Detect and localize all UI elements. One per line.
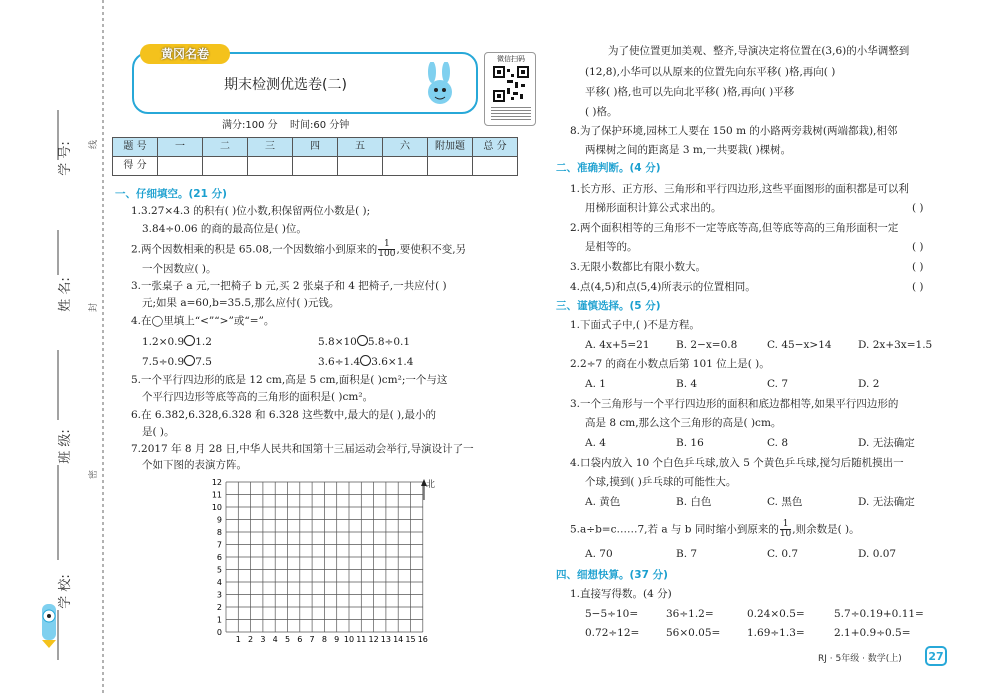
compare-circle[interactable] — [360, 355, 371, 366]
y-tick-label: 6 — [216, 553, 222, 562]
x-tick-label: 9 — [334, 635, 340, 644]
coordinate-grid — [204, 472, 434, 644]
option[interactable]: D. 无法确定 — [858, 437, 915, 449]
x-tick-label: 4 — [272, 635, 278, 644]
name-label: 姓 名: — [57, 277, 73, 312]
question-4: 4.在◯里填上“<”“>”或“=”。 — [131, 315, 275, 327]
y-tick-label: 10 — [211, 503, 222, 512]
qr-label: 微信扫码 — [497, 55, 525, 63]
x-tick-label: 12 — [368, 635, 379, 644]
question-8a: 8.为了保护环境,园林工人要在 150 m 的小路两旁栽树(两端都栽),相邻 — [570, 125, 898, 137]
question-1b: 3.84÷0.06 的商的最高位是( )位。 — [142, 223, 307, 235]
compare-item — [142, 355, 212, 368]
y-tick-label: 1 — [216, 615, 222, 625]
section-choice: 三、谨慎选择。(5 分) — [556, 300, 661, 312]
fraction-numerator: 1 — [780, 520, 791, 530]
compare-item — [142, 335, 212, 348]
table-cell: 总 分 — [473, 138, 518, 157]
compare-right: 5.8÷0.1 — [367, 336, 411, 348]
table-cell[interactable] — [383, 157, 428, 176]
calc-item[interactable]: 1.69÷1.3= — [747, 627, 805, 639]
calc-item[interactable]: 36÷1.2= — [666, 608, 714, 620]
x-tick-label: 7 — [309, 635, 315, 644]
y-tick-label: 12 — [211, 478, 222, 487]
option[interactable]: B. 2−x=0.8 — [676, 339, 738, 351]
x-tick-label: 11 — [356, 635, 367, 644]
question-2c: 一个因数应( )。 — [142, 263, 217, 275]
calc-item[interactable]: 5.7÷0.19+0.11= — [834, 608, 924, 620]
fraction — [378, 240, 395, 259]
q7-continued-2: (12,8),小华可以从原来的位置先向东平移( )格,再向( ) — [585, 66, 836, 78]
option[interactable]: D. 2x+3x=1.5 — [858, 339, 933, 351]
option[interactable]: A. 70 — [585, 548, 613, 560]
choice-2: 2.2÷7 的商在小数点后第 101 位上是( )。 — [570, 358, 770, 370]
compare-left: 7.5÷0.9 — [142, 356, 185, 368]
judge-1b: 用梯形面积计算公式求出的。 — [585, 202, 722, 214]
compare-right: 1.2 — [195, 336, 212, 348]
answer-paren[interactable]: ( ) — [912, 261, 924, 273]
question-8b: 两棵树之间的距离是 3 m,一共要栽( )棵树。 — [585, 144, 792, 156]
section-calculate: 四、细想快算。(37 分) — [556, 569, 668, 581]
option[interactable]: B. 白色 — [676, 496, 712, 508]
table-cell: 题 号 — [113, 138, 158, 157]
table-cell: 二 — [203, 138, 248, 157]
q7-continued-3: 平移( )格,也可以先向北平移( )格,再向( )平移 — [585, 86, 795, 98]
compare-left: 3.6÷1.4 — [318, 356, 361, 368]
y-tick-label: 7 — [216, 540, 222, 550]
calc-item[interactable]: 0.72÷12= — [585, 627, 640, 639]
fraction-numerator: 1 — [378, 240, 395, 250]
question-6b: 是( )。 — [142, 426, 175, 438]
option[interactable]: C. 8 — [767, 437, 789, 449]
calc-item[interactable]: 5−5÷10= — [585, 608, 639, 620]
table-cell: 六 — [383, 138, 428, 157]
choice-5 — [570, 520, 860, 539]
question-7a: 7.2017 年 8 月 28 日,中华人民共和国第十三届运动会举行,导演设计了一 — [131, 443, 474, 455]
seal-line-mark: 封 — [89, 302, 100, 313]
qr-code[interactable] — [484, 52, 536, 126]
q7-continued-4: ( )格。 — [585, 106, 618, 118]
y-tick-label: 11 — [211, 490, 222, 500]
question-5b: 个平行四边形等底等高的三角形的面积是( )cm²。 — [142, 391, 374, 403]
question-3b: 元;如果 a=60,b=35.5,那么应付( )元钱。 — [142, 297, 340, 309]
score-table-score-row — [113, 157, 518, 176]
choice-5-text: 5.a÷b=c……7,若 a 与 b 同时缩小到原来的 — [570, 523, 779, 536]
option[interactable]: A. 1 — [585, 378, 606, 390]
table-cell[interactable] — [338, 157, 383, 176]
binding-margin — [0, 0, 108, 693]
q7-continued-1: 为了使位置更加美观、整齐,导演决定将位置在(3,6)的小华调整到 — [608, 45, 910, 57]
score-table-header-row — [113, 138, 518, 157]
x-tick-label: 13 — [380, 635, 391, 644]
y-tick-label: 0 — [216, 628, 222, 637]
north-label: 北 — [426, 480, 436, 490]
choice-3b: 高是 8 cm,那么这个三角形的高是( )cm。 — [585, 417, 782, 429]
calc-item[interactable]: 0.24×0.5= — [747, 608, 805, 620]
option[interactable]: C. 0.7 — [767, 548, 799, 560]
table-cell[interactable] — [248, 157, 293, 176]
school-label: 学 校: — [57, 574, 73, 609]
choice-4a: 4.口袋内放入 10 个白色乒乓球,放入 5 个黄色乒乓球,搅匀后随机摸出一 — [570, 457, 904, 469]
compare-right: 3.6×1.4 — [371, 356, 414, 368]
question-2b-text: ,要使积不变,另 — [396, 243, 467, 256]
table-cell: 一 — [158, 138, 203, 157]
full-score: 满分:100 分 — [222, 120, 278, 131]
option[interactable]: B. 7 — [676, 548, 698, 560]
compare-left: 5.8×10 — [318, 336, 357, 348]
y-tick-label: 2 — [216, 603, 222, 612]
seal-line-mark-2: 密 — [89, 469, 100, 480]
x-tick-label: 1 — [235, 635, 241, 644]
option[interactable]: C. 45−x>14 — [767, 339, 832, 351]
option[interactable]: D. 2 — [858, 378, 880, 390]
table-cell[interactable] — [158, 157, 203, 176]
answer-paren[interactable]: ( ) — [912, 281, 924, 293]
compare-right: 7.5 — [195, 356, 212, 368]
page-number: 27 — [925, 646, 947, 666]
student-id-label: 学 号: — [57, 141, 73, 176]
y-tick-label: 9 — [216, 515, 222, 525]
y-tick-label: 4 — [216, 578, 222, 587]
section-judge: 二、准确判断。(4 分) — [556, 162, 661, 174]
rabbit-mascot-icon — [416, 62, 464, 110]
table-cell[interactable] — [473, 157, 518, 176]
x-tick-label: 15 — [405, 635, 416, 644]
table-cell: 得 分 — [113, 157, 158, 176]
x-tick-label: 16 — [417, 635, 428, 644]
table-cell[interactable] — [428, 157, 473, 176]
fraction-denominator: 10 — [779, 529, 792, 539]
x-tick-label: 8 — [321, 635, 327, 644]
compare-item — [318, 355, 413, 368]
option[interactable]: D. 0.07 — [858, 548, 897, 560]
page-title: 期末检测优选卷(二) — [224, 77, 347, 93]
judge-1a: 1.长方形、正方形、三角形和平行四边形,这些平面图形的面积都是可以利 — [570, 183, 909, 195]
choice-3a: 3.一个三角形与一个平行四边形的面积和底边都相等,如果平行四边形的 — [570, 398, 899, 410]
question-1a: 1.3.27×4.3 的积有( )位小数,积保留两位小数是( ); — [131, 205, 371, 217]
time-limit: 时间:60 分钟 — [290, 120, 350, 131]
option[interactable]: B. 16 — [676, 437, 704, 449]
class-label: 班 级: — [57, 429, 73, 464]
x-tick-label: 2 — [248, 635, 254, 644]
table-cell: 附加题 — [428, 138, 473, 157]
option[interactable]: D. 无法确定 — [858, 496, 915, 508]
judge-2b: 是相等的。 — [585, 241, 638, 253]
cut-line-mark: 线 — [89, 139, 100, 150]
compare-left: 1.2×0.9 — [142, 336, 185, 348]
footer-info: RJ · 5年级 · 数学(上) — [818, 654, 902, 664]
option[interactable]: B. 4 — [676, 378, 698, 390]
compare-circle[interactable] — [184, 335, 195, 346]
choice-4b: 个球,摸到( )乒乓球的可能性大。 — [585, 476, 737, 488]
x-tick-label: 6 — [297, 635, 303, 644]
judge-4: 4.点(4,5)和点(5,4)所表示的位置相同。 — [570, 281, 756, 293]
y-tick-label: 3 — [216, 590, 222, 600]
judge-3: 3.无限小数都比有限小数大。 — [570, 261, 707, 273]
option[interactable]: C. 7 — [767, 378, 789, 390]
table-cell: 五 — [338, 138, 383, 157]
table-cell[interactable] — [203, 157, 248, 176]
calc-item[interactable]: 56×0.05= — [666, 627, 721, 639]
calc-direct-title: 1.直接写得数。(4 分) — [570, 588, 672, 600]
brand-logo: 黄冈名卷 — [140, 44, 230, 64]
choice-5-tail: ,则余数是( )。 — [792, 523, 860, 536]
option[interactable]: C. 黑色 — [767, 496, 803, 508]
y-tick-label: 5 — [216, 565, 222, 575]
y-tick-label: 8 — [216, 528, 222, 537]
question-5a: 5.一个平行四边形的底是 12 cm,高是 5 cm,面积是( )cm²;一个与这 — [131, 374, 448, 386]
x-tick-label: 3 — [260, 635, 266, 644]
score-table — [112, 137, 518, 176]
question-3a: 3.一张桌子 a 元,一把椅子 b 元,买 2 张桌子和 4 把椅子,一共应付( ) — [131, 280, 447, 292]
question-6a: 6.在 6.382,6.328,6.328 和 6.328 这些数中,最大的是( ),最小的 — [131, 409, 436, 421]
compare-circle[interactable] — [357, 335, 368, 346]
compare-circle[interactable] — [184, 355, 195, 366]
option[interactable]: A. 4x+5=21 — [585, 339, 650, 351]
answer-paren[interactable]: ( ) — [912, 241, 924, 253]
fraction-denominator: 100 — [378, 249, 396, 259]
fraction — [780, 520, 791, 539]
judge-2a: 2.两个面积相等的三角形不一定等底等高,但等底等高的三角形面积一定 — [570, 222, 899, 234]
x-tick-label: 5 — [284, 635, 291, 644]
x-tick-label: 14 — [393, 635, 404, 644]
table-cell[interactable] — [293, 157, 338, 176]
mascot-pencil-icon — [30, 600, 70, 650]
compare-item — [318, 335, 410, 348]
qr-code-icon — [493, 66, 529, 102]
section-fill-blank: 一、仔细填空。(21 分) — [115, 188, 227, 200]
question-2a — [131, 240, 466, 259]
choice-1: 1.下面式子中,( )不是方程。 — [570, 319, 700, 331]
option[interactable]: A. 4 — [585, 437, 606, 449]
table-cell: 四 — [293, 138, 338, 157]
x-tick-label: 10 — [343, 635, 355, 644]
answer-paren[interactable]: ( ) — [912, 202, 924, 214]
table-cell: 三 — [248, 138, 293, 157]
question-2a-text: 2.两个因数相乘的积是 65.08,一个因数缩小到原来的 — [131, 243, 378, 256]
question-7b: 个如下图的表演方阵。 — [142, 459, 247, 471]
option[interactable]: A. 黄色 — [585, 496, 621, 508]
calc-item[interactable]: 2.1+0.9÷0.5= — [834, 627, 911, 639]
